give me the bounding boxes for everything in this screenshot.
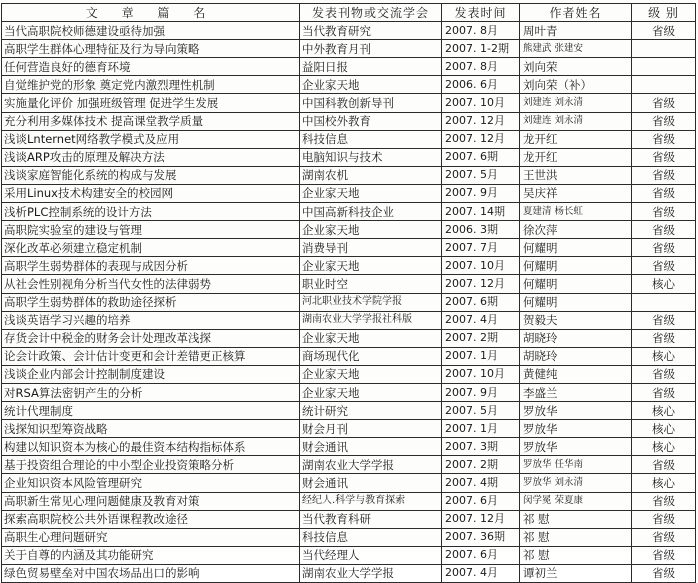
table-row [2,112,696,130]
level-cell: 省级 [632,528,696,546]
level-cell: 核心 [632,420,696,438]
publication-cell: 消费导刊 [300,239,442,257]
level-cell: 省级 [632,148,696,166]
author-cell: 祁 慰 [520,510,632,528]
table-row [2,184,696,202]
level-cell: 省级 [632,94,696,112]
author-cell: 罗放华 [520,402,632,420]
publication-cell: 企业家天地 [300,257,442,275]
table-row [2,22,696,40]
article-title-cell: 关于自尊的内涵及其功能研究 [2,546,300,564]
publish-time-cell: 2007. 2期 [442,456,520,474]
publication-cell: 湖南农业大学学报 [300,564,442,582]
publication-cell: 科技信息 [300,130,442,148]
publish-time-cell: 2007. 9月 [442,383,520,401]
publication-cell: 职业时空 [300,275,442,293]
header-publication: 发表刊物或交流学会 [300,4,442,22]
publication-cell: 中国科教创新导刊 [300,94,442,112]
publication-cell: 当代教育研究 [300,22,442,40]
author-cell: 夏建清 杨长虹 [520,203,632,221]
publication-cell: 统计研究 [300,402,442,420]
publication-cell: 科技信息 [300,528,442,546]
level-cell [632,293,696,311]
author-cell: 龙开红 [520,148,632,166]
author-cell: 刘向荣 [520,58,632,76]
author-cell: 罗放华 刘永清 [520,474,632,492]
header-time: 发表时间 [442,4,520,22]
level-cell: 省级 [632,184,696,202]
publish-time-cell: 2007. 6月 [442,492,520,510]
level-cell: 省级 [632,365,696,383]
author-cell: 祁 慰 [520,546,632,564]
publish-time-cell: 2007. 8月 [442,22,520,40]
article-title-cell: 高职院实验室的建设与管理 [2,221,300,239]
publish-time-cell: 2007. 2期 [442,329,520,347]
table-row [2,94,696,112]
author-cell: 贺毅夫 [520,311,632,329]
article-title-cell: 任何营造良好的德育环境 [2,58,300,76]
article-title-cell: 探索高职院校公共外语课程教改途径 [2,510,300,528]
table-row [2,203,696,221]
publication-cell: 当代教育科研 [300,510,442,528]
table-row [2,492,696,510]
article-title-cell: 对RSA算法密钥产生的分析 [2,383,300,401]
author-cell: 罗放华 [520,420,632,438]
author-cell: 胡晓玲 [520,347,632,365]
publish-time-cell: 2007. 1-2期 [442,40,520,58]
publish-time-cell: 2007. 12月 [442,112,520,130]
article-title-cell: 自觉维护党的形象 奠定党内激烈理性机制 [2,76,300,94]
article-title-cell: 浅谈Lnternet网络教学模式及应用 [2,130,300,148]
level-cell: 核心 [632,474,696,492]
publication-cell: 企业家天地 [300,365,442,383]
article-title-cell: 浅谈企业内部会计控制制度建设 [2,365,300,383]
publish-time-cell: 2007. 5月 [442,166,520,184]
publication-cell: 河北职业技术学院学报 [300,293,442,311]
publication-cell: 商场现代化 [300,347,442,365]
author-cell: 何耀明 [520,239,632,257]
publication-cell: 中国高新科技企业 [300,203,442,221]
header-article-title: 文 章 篇 名 [2,4,300,22]
publish-time-cell: 2007. 4期 [442,474,520,492]
publish-time-cell: 2007. 10月 [442,257,520,275]
article-title-cell: 论会计政策、会计估计变更和会计差错更正核算 [2,347,300,365]
level-cell: 核心 [632,438,696,456]
table-row [2,528,696,546]
table-header-row [2,4,696,22]
level-cell: 省级 [632,130,696,148]
author-cell: 何耀明 [520,257,632,275]
author-cell: 周叶青 [520,22,632,40]
table-row [2,130,696,148]
header-level: 级 别 [632,4,696,22]
article-title-cell: 构建以知识资本为核心的最佳资本结构指标体系 [2,438,300,456]
table-row [2,166,696,184]
author-cell: 龙开红 [520,130,632,148]
publish-time-cell: 2007. 1月 [442,347,520,365]
publish-time-cell: 2007. 12月 [442,275,520,293]
publish-time-cell: 2007. 3期 [442,438,520,456]
publication-cell: 中国校外教育 [300,112,442,130]
author-cell: 徐次萍 [520,221,632,239]
table-row [2,239,696,257]
level-cell: 核心 [632,402,696,420]
publication-cell: 湖南农业大学学报社科版 [300,311,442,329]
publish-time-cell: 2007. 12月 [442,130,520,148]
publication-cell: 湖南农机 [300,166,442,184]
publication-cell: 财会通讯 [300,438,442,456]
article-title-cell: 高职生心理问题研究 [2,528,300,546]
author-cell: 黄健纯 [520,365,632,383]
table-row [2,438,696,456]
author-cell: 熊建武 张建安 [520,40,632,58]
level-cell: 省级 [632,166,696,184]
table-body [2,22,696,583]
publication-cell: 当代经理人 [300,546,442,564]
level-cell: 省级 [632,329,696,347]
table-row [2,383,696,401]
author-cell: 刘向荣（补） [520,76,632,94]
publish-time-cell: 2007. 36期 [442,528,520,546]
publish-time-cell: 2006. 6月 [442,76,520,94]
level-cell [632,58,696,76]
publish-time-cell: 2007. 7月 [442,239,520,257]
author-cell: 吴庆祥 [520,184,632,202]
table-row [2,58,696,76]
article-title-cell: 充分利用多媒体技术 提高课堂教学质量 [2,112,300,130]
author-cell: 何耀明 [520,275,632,293]
author-cell: 胡晓玲 [520,329,632,347]
publication-cell: 企业家天地 [300,76,442,94]
table-row [2,420,696,438]
table-row [2,40,696,58]
article-title-cell: 统计代理制度 [2,402,300,420]
level-cell: 省级 [632,492,696,510]
article-title-cell: 存货会计中税金的财务会计处理改革浅探 [2,329,300,347]
publish-time-cell: 2007. 12月 [442,510,520,528]
publish-time-cell: 2007. 4月 [442,311,520,329]
author-cell: 闵学冕 荣夏康 [520,492,632,510]
publish-time-cell: 2007. 10月 [442,365,520,383]
article-title-cell: 企业知识资本风险管理研究 [2,474,300,492]
table-row [2,76,696,94]
table-row [2,148,696,166]
publish-time-cell: 2007. 9月 [442,184,520,202]
publication-cell: 企业家天地 [300,221,442,239]
level-cell: 省级 [632,510,696,528]
level-cell: 省级 [632,22,696,40]
article-title-cell: 当代高职院校师德建设亟待加强 [2,22,300,40]
table-row [2,564,696,582]
article-title-cell: 高职学生弱势群体的救助途径探析 [2,293,300,311]
level-cell: 省级 [632,257,696,275]
level-cell: 核心 [632,347,696,365]
article-title-cell: 实施量化评价 加强班级管理 促进学生发展 [2,94,300,112]
level-cell: 省级 [632,546,696,564]
author-cell: 谭初兰 [520,564,632,582]
article-title-cell: 浅析PLC控制系统的设计方法 [2,203,300,221]
publish-time-cell: 2007. 6期 [442,148,520,166]
article-title-cell: 从社会性别视角分析当代女性的法律弱势 [2,275,300,293]
level-cell: 省级 [632,311,696,329]
article-title-cell: 深化改革必须建立稳定机制 [2,239,300,257]
article-title-cell: 浅谈家庭智能化系统的构成与发展 [2,166,300,184]
publication-cell: 电脑知识与技术 [300,148,442,166]
table-row [2,221,696,239]
publication-cell: 益阳日报 [300,58,442,76]
table-row [2,257,696,275]
article-title-cell: 基于投资组合理论的中小型企业投资策略分析 [2,456,300,474]
author-cell: 刘建连 刘永清 [520,112,632,130]
publication-cell: 中外教育月刊 [300,40,442,58]
level-cell [632,40,696,58]
article-title-cell: 采用Linux技术构建安全的校园网 [2,184,300,202]
table-row [2,402,696,420]
table-row [2,456,696,474]
author-cell: 李盛兰 [520,383,632,401]
author-cell: 罗放华 任华南 [520,456,632,474]
table-row [2,365,696,383]
publish-time-cell: 2007. 1月 [442,420,520,438]
table-row [2,293,696,311]
author-cell: 祁 慰 [520,528,632,546]
publication-table [1,3,696,583]
author-cell: 罗放华 [520,438,632,456]
article-title-cell: 高职学生群体心理特征及行为导向策略 [2,40,300,58]
header-author: 作者姓名 [520,4,632,22]
article-title-cell: 浅谈英语学习兴趣的培养 [2,311,300,329]
level-cell: 省级 [632,564,696,582]
level-cell: 省级 [632,456,696,474]
level-cell [632,76,696,94]
table-row [2,329,696,347]
article-title-cell: 浅探知识型筹资战略 [2,420,300,438]
level-cell: 省级 [632,383,696,401]
table-row [2,311,696,329]
publish-time-cell: 2007. 10月 [442,94,520,112]
level-cell: 省级 [632,239,696,257]
publication-cell: 湖南农业大学学报 [300,456,442,474]
article-title-cell: 高职新生常见心理问题健康及教育对策 [2,492,300,510]
publish-time-cell: 2007. 8月 [442,58,520,76]
level-cell: 核心 [632,275,696,293]
article-title-cell: 浅谈ARP攻击的原理及解决方法 [2,148,300,166]
publish-time-cell: 2006. 3期 [442,221,520,239]
publication-cell: 企业家天地 [300,329,442,347]
table-row [2,546,696,564]
author-cell: 刘建连 刘永清 [520,94,632,112]
author-cell: 何耀明 [520,293,632,311]
level-cell: 省级 [632,221,696,239]
level-cell: 省级 [632,112,696,130]
publish-time-cell: 2007. 6期 [442,293,520,311]
publication-cell: 经纪人.科学与教育探索 [300,492,442,510]
article-title-cell: 绿色贸易壁垒对中国农场品出口的影响 [2,564,300,582]
publication-cell: 企业家天地 [300,383,442,401]
level-cell: 省级 [632,203,696,221]
article-title-cell: 高职学生弱势群体的表现与成因分析 [2,257,300,275]
table-row [2,275,696,293]
author-cell: 王世洪 [520,166,632,184]
publication-cell: 财会月刊 [300,420,442,438]
table-row [2,474,696,492]
publication-cell: 企业家天地 [300,184,442,202]
table-row [2,347,696,365]
publish-time-cell: 2007. 4月 [442,564,520,582]
publish-time-cell: 2007. 6月 [442,546,520,564]
publish-time-cell: 2007. 5月 [442,402,520,420]
publication-cell: 财会通讯 [300,474,442,492]
publish-time-cell: 2007. 14期 [442,203,520,221]
table-row [2,510,696,528]
